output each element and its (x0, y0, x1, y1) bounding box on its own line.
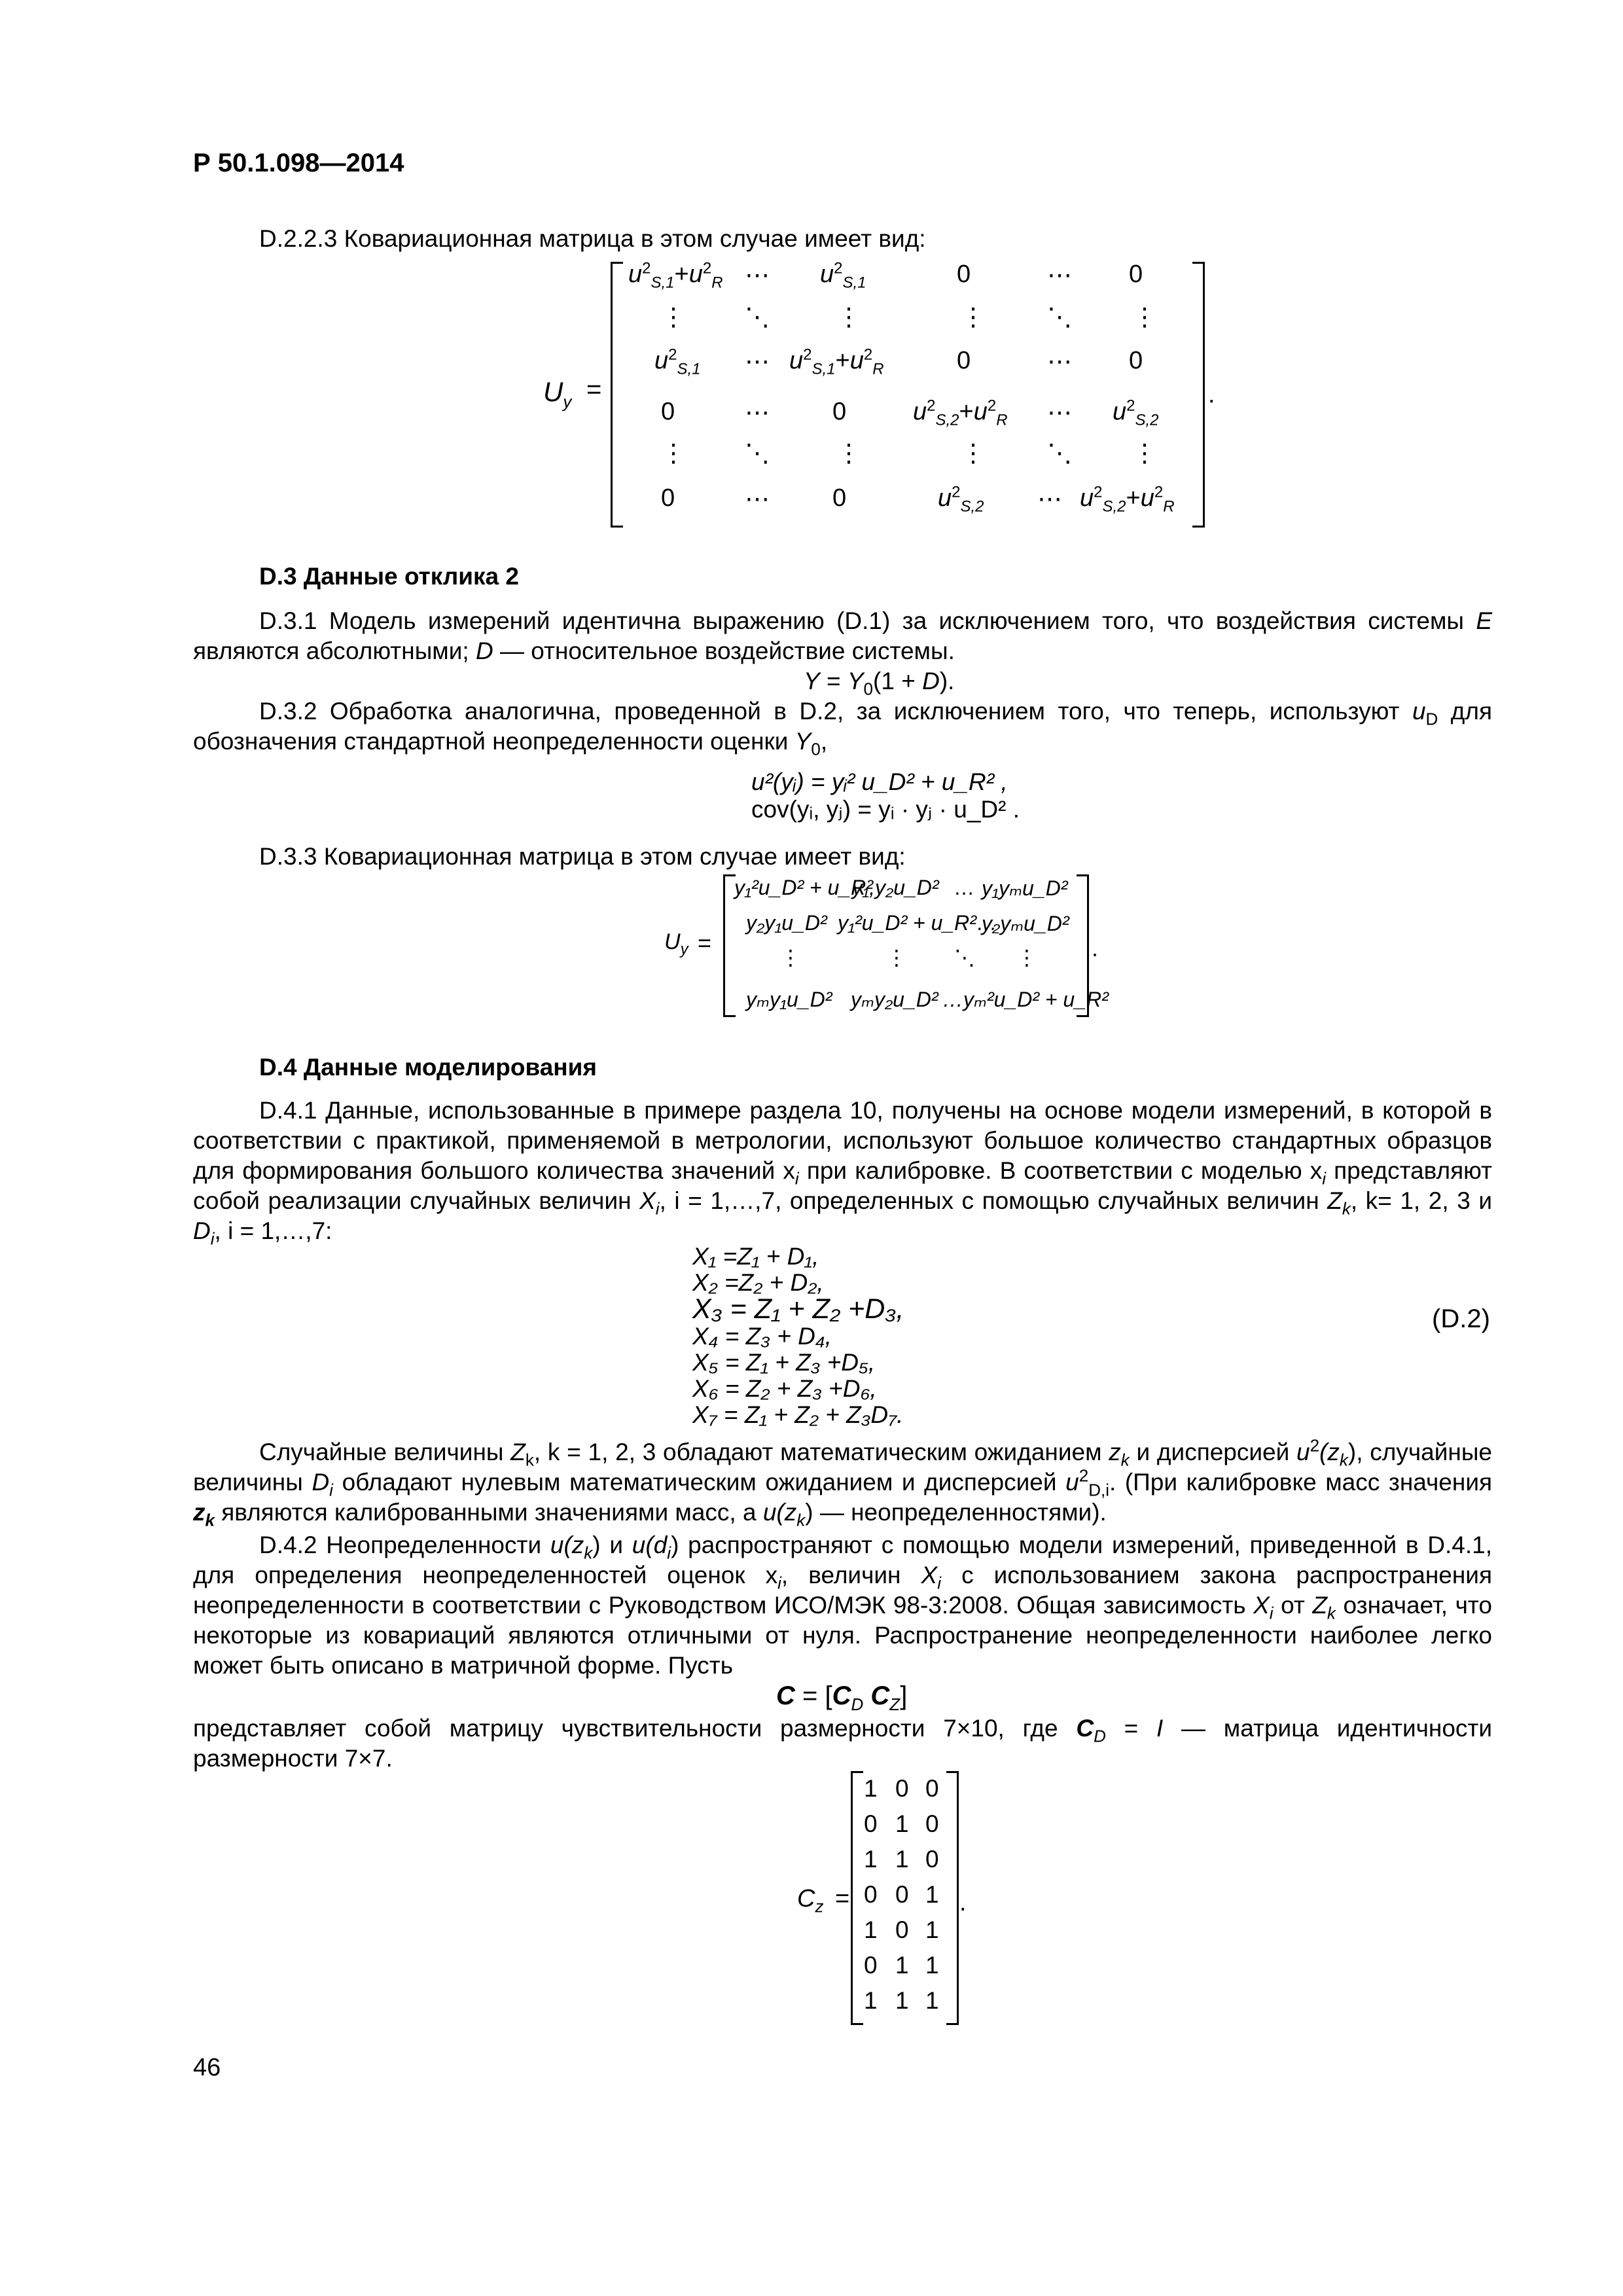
m1-cell-6-1: 0 (661, 484, 675, 512)
m1-cell-1-6: 0 (1129, 260, 1143, 288)
eq-x2: X₂ =Z₂ + D₂, (692, 1269, 824, 1296)
m1-cell-5-2: ⋱ (745, 440, 770, 467)
paragraph-d42: D.4.2 Неопределенности $u(z_k)$ и $u(d_i)$ распространяют с помощью модели измерений, приведенной в D.4.1, для определения неопределенностей оценок $x_i$, величин $X_i$ с использованием закона распространения неопределенности в соответствии с Руководством ИСО/МЭК 98-3:2008. Общая зависимость $X_i$ от $Z_k$ означает, что некоторые из ковариаций являются отличными от нуля. Распространение неопределенности наиболее легко может быть описано в матричной форме. Пусть (193, 1532, 1493, 1679)
m2-cell-3-2: ⋮ (886, 946, 907, 969)
eq-x7: X₇ = Z₁ + Z₂ + Z₃D₇. (692, 1401, 904, 1428)
m1-cell-5-5: ⋱ (1047, 440, 1072, 467)
cz-cell-2-1: 0 (864, 1810, 878, 1837)
m1-cell-4-5: ⋯ (1047, 399, 1072, 427)
m1-cell-4-6: $u^2_{S,2}$ (1113, 397, 1159, 429)
cz-cell-6-2: 1 (895, 1952, 909, 1979)
eq-x3: X₃ = Z₁ + Z₂ +D₃, (692, 1293, 904, 1325)
matrix1-right-bracket (1192, 262, 1205, 528)
m1-cell-6-3: 0 (832, 484, 847, 512)
matrix-cz-equals: = (835, 1885, 850, 1912)
m2-cell-3-4: ⋮ (1016, 946, 1037, 969)
paragraph-d223: D.2.2.3 Ковариационная матрица в этом случае имеет вид: (259, 225, 926, 252)
matrix1-lhs: $U_y$ (543, 376, 572, 412)
matrix1-equals: = (586, 375, 602, 404)
eq-x4: X₄ = Z₃ + D₄, (692, 1323, 832, 1350)
m1-cell-2-1: ⋮ (661, 304, 686, 331)
m1-cell-4-2: ⋯ (745, 399, 770, 427)
m2-cell-2-2: y₁²u_D² + u_R²… (838, 911, 997, 935)
matrix-cz-period: . (959, 1889, 967, 1916)
m2-cell-2-3: y₂yₘu_D² (982, 912, 1069, 935)
m1-cell-2-4: ⋮ (961, 304, 986, 331)
equation-cov: cov(yᵢ, yⱼ) = yᵢ · yⱼ · u_D² . (751, 796, 1020, 823)
cz-cell-7-2: 1 (895, 1987, 909, 2014)
section-heading-d4: D.4 Данные моделирования (259, 1054, 597, 1081)
m1-cell-5-6: ⋮ (1132, 440, 1157, 467)
m1-cell-6-6: $u^2_{S,2}+u^2_R$ (1080, 483, 1175, 516)
cz-cell-7-3: 1 (925, 1987, 939, 2014)
m1-cell-3-4: 0 (957, 347, 971, 374)
m1-cell-4-1: 0 (661, 398, 675, 425)
equation-c: $C = [C_D$ $C_Z$] (776, 1681, 908, 1714)
m2-cell-4-1: yₘy₁u_D² (746, 988, 832, 1011)
m2-cell-2-1: y₂y₁u_D² (746, 911, 827, 935)
cz-cell-4-3: 1 (925, 1881, 939, 1908)
m1-cell-5-4: ⋮ (961, 440, 986, 467)
paragraph-random-variables: Случайные величины $Z_k$, k = 1, 2, 3 обладают математическим ожиданием $z_k$ и дисперсией $u^2(z_k)$, случайные величины $D_i$ обладают нулевым математическим ожиданием и дисперсией $u^2_{D,i}$. (При калибровке масс значения $z_k$ являются калиброванными значениями масс, а $u(z_k)$ — неопределенностями). (193, 1435, 1493, 1530)
equation-y: $Y = Y_0(1 + D)$. (804, 668, 955, 699)
matrix2-lhs: $U_y$ (664, 929, 688, 958)
m1-cell-2-3: ⋮ (836, 304, 861, 331)
m2-cell-1-3: … (954, 876, 974, 899)
eq-x5: X₅ = Z₁ + Z₃ +D₅, (692, 1349, 876, 1376)
cz-cell-3-3: 0 (925, 1846, 939, 1873)
paragraph-d41: D.4.1 Данные, использованные в примере раздела 10, получены на основе модели измерений, в которой в соответствии с практикой, применяемой в метрологии, используют большое количество стандартных образцов для формирования большого количества значений $x_i$ при калибровке. В соответствии с моделью $x_i$ представляют собой реализации случайных величин $X_i$, i = 1,…,7, определенных с помощью случайных величин $Z_k$, k= 1, 2, 3 и $D_i$, i = 1,…,7: (193, 1097, 1493, 1249)
m1-cell-3-1: $u^2_{S,1}$ (654, 346, 701, 378)
m1-cell-4-3: 0 (832, 398, 847, 425)
m1-cell-2-6: ⋮ (1132, 304, 1157, 331)
m2-cell-4-2: yₘy₂u_D² (851, 988, 938, 1011)
m1-cell-1-4: 0 (957, 260, 971, 288)
m1-cell-6-2: ⋯ (745, 486, 770, 513)
cz-cell-3-2: 1 (895, 1846, 909, 1873)
m2-cell-4-3: …yₘ²u_D² + u_R² (942, 988, 1109, 1011)
m2-cell-1-2: y₁,y₂u_D² (852, 876, 939, 899)
page-number: 46 (193, 2054, 221, 2081)
cz-cell-7-1: 1 (864, 1987, 878, 2014)
document-header: Р 50.1.098—2014 (193, 149, 404, 177)
m1-cell-4-4: $u^2_{S,2}+u^2_R$ (913, 397, 1008, 429)
cz-cell-1-1: 1 (864, 1775, 878, 1802)
m1-cell-5-3: ⋮ (836, 440, 861, 467)
m1-cell-3-6: 0 (1129, 347, 1143, 374)
paragraph-d333: D.3.3 Ковариационная матрица в этом случае имеет вид: (259, 843, 906, 870)
matrix1-period: . (1208, 381, 1215, 408)
cz-cell-4-2: 0 (895, 1881, 909, 1908)
cz-cell-1-3: 0 (925, 1775, 939, 1802)
eq-x6: X₆ = Z₂ + Z₃ +D₆, (692, 1375, 877, 1402)
m1-cell-6-5: ⋯ (1037, 486, 1062, 513)
m1-cell-3-5: ⋯ (1047, 348, 1072, 376)
cz-cell-2-3: 0 (925, 1810, 939, 1837)
m2-cell-3-3: ⋱ (954, 946, 975, 969)
m1-cell-2-2: ⋱ (745, 304, 770, 331)
matrix-cz-lhs: $C_z$ (797, 1885, 824, 1916)
cz-cell-5-2: 0 (895, 1916, 909, 1943)
m1-cell-1-5: ⋯ (1047, 262, 1072, 289)
cz-cell-3-1: 1 (864, 1846, 878, 1873)
matrix-cz-left-bracket (851, 1771, 863, 2025)
m1-cell-1-3: $u^2_{S,1}$ (820, 259, 866, 292)
cz-cell-2-2: 1 (895, 1810, 909, 1837)
equation-u2: u²(yᵢ) = yᵢ² u_D² + u_R² , (751, 768, 1008, 795)
cz-cell-5-1: 1 (864, 1916, 878, 1943)
m2-cell-1-4: y₁yₘu_D² (982, 876, 1068, 900)
m2-cell-3-1: ⋮ (780, 946, 801, 969)
cz-cell-1-2: 0 (895, 1775, 909, 1802)
matrix2-equals: = (698, 929, 712, 956)
matrix1-left-bracket (611, 262, 623, 528)
paragraph-d32: D.3.2 Обработка аналогична, проведенной в D.2, за исключением того, что теперь, используют $u_D$ для обозначения стандартной неопределенности оценки $Y_0$, (193, 698, 1493, 759)
matrix-cz-right-bracket (946, 1771, 959, 2025)
m1-cell-5-1: ⋮ (661, 440, 686, 467)
section-heading-d3: D.3 Данные отклика 2 (259, 563, 519, 590)
paragraph-sensitivity: представляет собой матрицу чувствительности размерности 7×10, где $C_D = I$ — матрица идентичности размерности 7×7. (193, 1715, 1493, 1772)
m2-cell-1-1: y₁²u_D² + u_R² (734, 876, 873, 899)
m1-cell-6-4: $u^2_{S,2}$ (938, 483, 984, 516)
cz-cell-5-3: 1 (925, 1916, 939, 1943)
m1-cell-3-2: ⋯ (745, 348, 770, 376)
eq-x1: X₁ =Z₁ + D₁, (692, 1243, 819, 1270)
matrix2-period: . (1092, 935, 1099, 961)
equation-number-d2: (D.2) (1432, 1304, 1490, 1333)
m1-cell-3-3: $u^2_{S,1}+u^2_R$ (789, 346, 884, 378)
cz-cell-6-3: 1 (925, 1952, 939, 1979)
paragraph-d31: D.3.1 Модель измерений идентична выражению (D.1) за исключением того, что воздействия системы E являются абсолютными; D — относительное воздействие системы. (193, 607, 1492, 664)
cz-cell-4-1: 0 (864, 1881, 878, 1908)
m1-cell-1-1: $u^2_{S,1}+u^2_R$ (628, 259, 723, 292)
m1-cell-1-2: ⋯ (745, 262, 770, 289)
cz-cell-6-1: 0 (864, 1952, 878, 1979)
m1-cell-2-5: ⋱ (1047, 304, 1072, 331)
